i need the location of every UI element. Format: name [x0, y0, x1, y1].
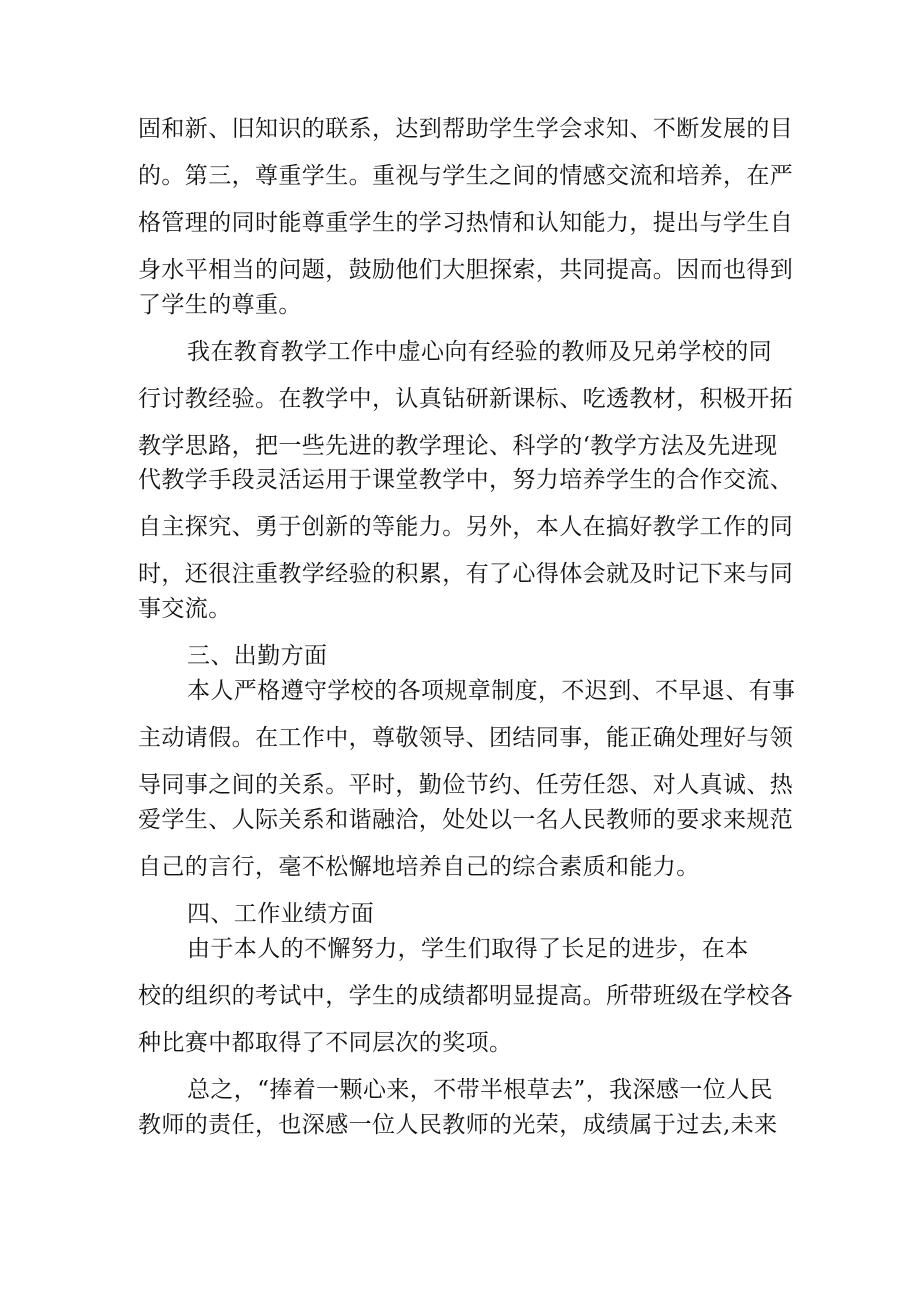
text-line: 时，还很注重教学经验的积累，有了心得体会就及时记下来与同 [138, 561, 794, 587]
text-line: 种比赛中都取得了不同层次的奖项。 [138, 1030, 513, 1056]
text-line: 格管理的同时能尊重学生的学习热情和认知能力，提出与学生自 [138, 210, 794, 236]
section-heading-achievements: 四、工作业绩方面 [187, 901, 375, 927]
text-line: 教学思路，把一些先进的教学理论、科学的‘教学方法及先进现 [138, 433, 778, 459]
text-line: 身水平相当的问题，鼓励他们大胆探索，共同提高。因而也得到 [138, 257, 794, 283]
text-line: 事交流。 [138, 596, 232, 622]
text-line: 自主探究、勇于创新的等能力。另外，本人在搞好教学工作的同 [138, 514, 794, 540]
paragraph-first-line: 总之，“捧着一颗心来，不带半根草去”，我深感一位人民 [187, 1077, 773, 1103]
paragraph-first-line: 本人严格遵守学校的各项规章制度，不迟到、不早退、有事 [187, 678, 796, 704]
text-line: 自己的言行，毫不松懈地培养自己的综合素质和能力。 [138, 854, 700, 880]
paragraph-first-line: 由于本人的不懈努力，学生们取得了长足的进步，在本 [187, 936, 749, 962]
text-line: 教师的责任，也深感一位人民教师的光荣，成绩属于过去,未来 [138, 1112, 778, 1138]
text-line: 了学生的尊重。 [138, 292, 302, 318]
text-line: 主动请假。在工作中，尊敬领导、团结同事，能正确处理好与领 [138, 725, 794, 751]
text-line: 爱学生、人际关系和谐融洽，处处以一名人民教师的要求来规范 [138, 807, 794, 833]
paragraph-first-line: 我在教育教学工作中虚心向有经验的教师及兄弟学校的同 [187, 339, 772, 365]
text-line: 固和新、旧知识的联系，达到帮助学生学会求知、不断发展的目 [138, 116, 794, 142]
text-line: 代教学手段灵活运用于课堂教学中，努力培养学生的合作交流、 [138, 467, 794, 493]
text-line: 行讨教经验。在教学中，认真钻研新课标、吃透教材，积极开拓 [138, 386, 794, 412]
text-line: 导同事之间的关系。平时，勤俭节约、任劳任怨、对人真诚、热 [138, 772, 794, 798]
text-line: 校的组织的考试中，学生的成绩都明显提高。所带班级在学校各 [138, 983, 794, 1009]
text-line: 的。第三，尊重学生。重视与学生之间的情感交流和培养，在严 [138, 163, 794, 189]
section-heading-attendance: 三、出勤方面 [187, 643, 328, 669]
